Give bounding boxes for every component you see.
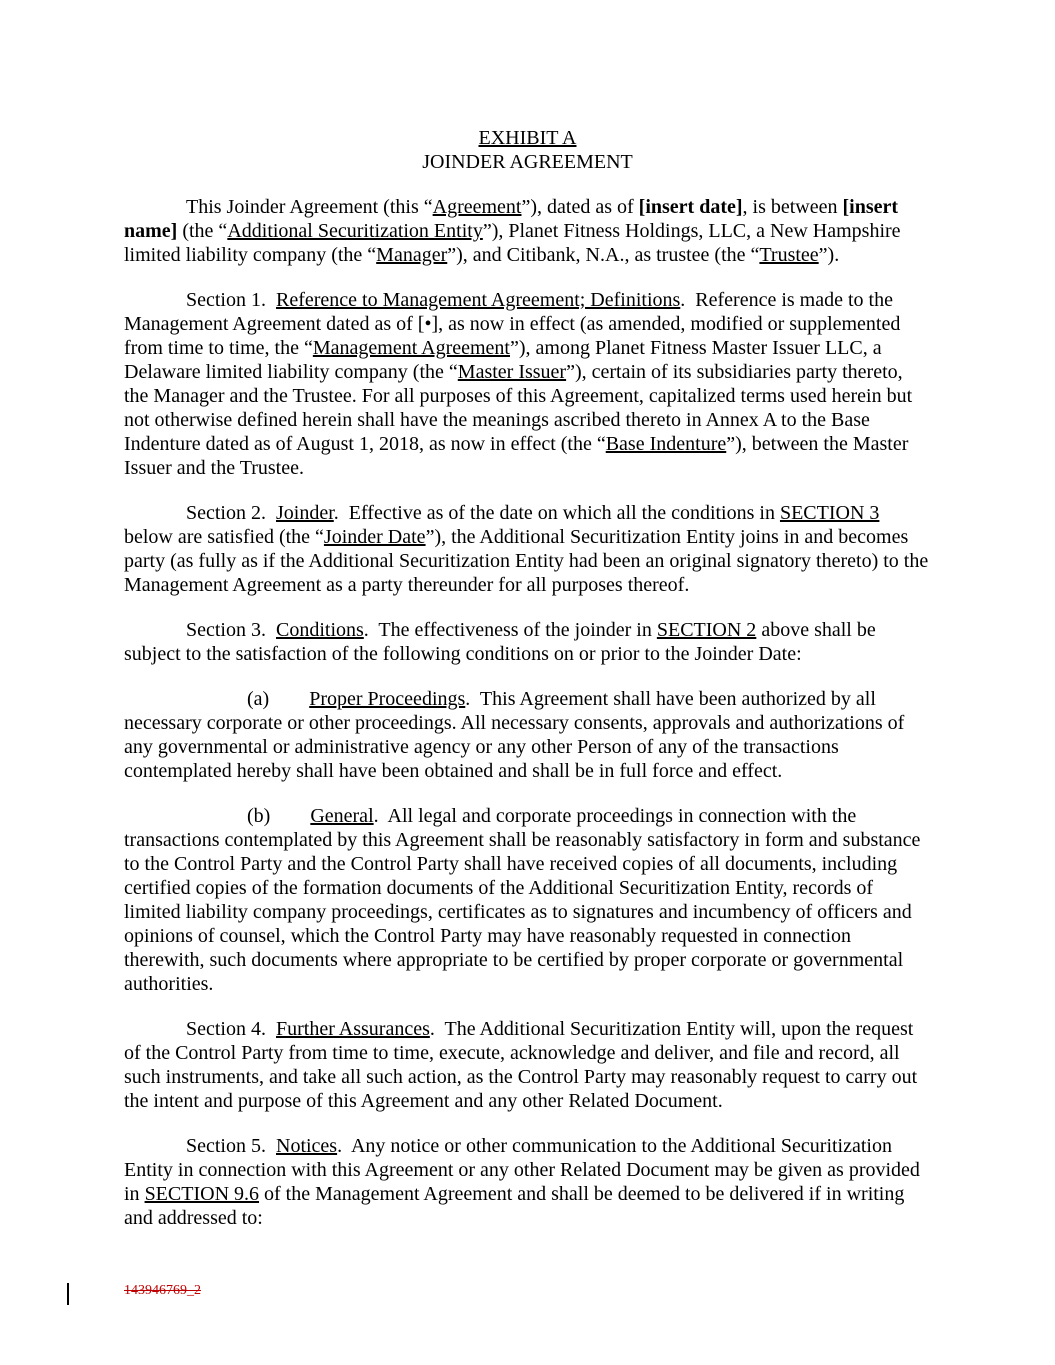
section-3: [124, 618, 931, 666]
underlined-term: Further Assurances: [276, 1018, 430, 1040]
underlined-term: SECTION 2: [656, 619, 757, 641]
text-run: ”).: [818, 244, 840, 266]
text-run: . Effective as of the date on which all the conditions in: [333, 502, 780, 524]
section-3-subsection-a: [124, 687, 931, 783]
underlined-term: Base Indenture: [605, 433, 727, 455]
underlined-term: Joinder Date: [323, 526, 426, 548]
section-2: [124, 501, 934, 597]
underlined-term: Reference to Management Agreement; Definitions: [276, 289, 681, 311]
text-run: ”), dated as of: [521, 196, 639, 218]
text-run: Section 4.: [186, 1018, 276, 1040]
change-bar: [67, 1283, 69, 1305]
text-run: . Any notice or other communication to the Additional Securitization Entity in connection with this Agreement or any other Related Document may be given as provided in: [124, 1135, 925, 1205]
text-run: ”), between the Master Issuer and the Trustee.: [124, 433, 914, 479]
text-run: below are satisfied (the “: [124, 502, 885, 548]
placeholder-text: [insert date]: [638, 196, 743, 218]
text-run: , is between: [742, 196, 843, 218]
underlined-term: Agreement: [432, 196, 522, 218]
text-run: Section 5.: [186, 1135, 276, 1157]
text-run: . The effectiveness of the joinder in: [363, 619, 657, 641]
text-run: . All legal and corporate proceedings in connection with the transactions contemplated by this Agreement shall be reasonably satisfactory in form and substance to the Control Party and the Control Party shall have received copies of all documents, including certified copies of the formation documents of the Additional Securitization Entity, records of limited liability company proceedings, certificates as to signatures and incumbency of officers and opinions of counsel, which the Control Party may have reasonably requested in connection therewith, such documents where appropriate to be certified by proper corporate or governmental authorities.: [124, 805, 926, 995]
underlined-term: Conditions: [276, 619, 364, 641]
text-run: ”), certain of its subsidiaries party thereto, the Manager and the Trustee. For all purposes of this Agreement, capitalized terms used herein but not otherwise defined herein shall have the meanings ascribed thereto in Annex A to the Base Indenture dated as of August 1, 2018, as now in effect (the “: [124, 361, 918, 455]
document-number: 143946769_2: [124, 1283, 201, 1298]
section-5: [124, 1134, 931, 1230]
document-title: [124, 126, 931, 174]
text-run: . This Agreement shall have been authorized by all necessary corporate or other proceedings. All necessary consents, approvals and authorizations of any governmental or administrative agency or any other Person of any of the transactions contemplated hereby shall have been obtained and shall be in full force and effect.: [124, 688, 910, 782]
section-4: [124, 1017, 931, 1113]
section-3-subsection-b: [124, 804, 931, 996]
text-run: . Reference is made to the Management Agreement dated as of [•], as now in effect (as amended, modified or supplemented from time to time, the “: [124, 289, 906, 359]
underlined-term: SECTION 9.6: [144, 1183, 260, 1205]
section-1: [124, 288, 931, 480]
underlined-term: Trustee: [759, 244, 819, 266]
text-run: ”), Planet Fitness Holdings, LLC, a New Hampshire limited liability company (the “: [124, 220, 906, 266]
underlined-term: Management Agreement: [312, 337, 510, 359]
underlined-term: Proper Proceedings: [309, 688, 466, 710]
underlined-term: Notices: [276, 1135, 338, 1157]
document-body: [124, 195, 934, 1230]
text-run: Section 1.: [186, 289, 276, 311]
underlined-term: Master Issuer: [457, 361, 567, 383]
document-content: [124, 126, 934, 1251]
text-run: above shall be subject to the satisfaction of the following conditions on or prior to the Joinder Date:: [124, 619, 881, 665]
opening-paragraph: [124, 195, 931, 267]
underlined-term: Additional Securitization Entity: [227, 220, 483, 242]
text-run: Section 2.: [186, 502, 276, 524]
text-run: (a): [247, 688, 270, 710]
text-run: of the Management Agreement and shall be deemed to be delivered if in writing and addressed to:: [124, 1183, 910, 1229]
text-run: . The Additional Securitization Entity will, upon the request of the Control Party from time to time, execute, acknowledge and deliver, and file and record, all such instruments, and take all such action, as the Control Party may reasonably request to carry out the intent and purpose of this Agreement and any other Related Document.: [124, 1018, 923, 1112]
text-run: ”), and Citibank, N.A., as trustee (the “: [447, 244, 760, 266]
underlined-term: Manager: [376, 244, 448, 266]
text-run: (the “: [177, 220, 228, 242]
underlined-term: Joinder: [276, 502, 334, 524]
text-run: (b): [247, 805, 271, 827]
exhibit-label: EXHIBIT A: [478, 127, 577, 149]
text-run: Section 3.: [186, 619, 276, 641]
text-run: ”), the Additional Securitization Entity joins in and becomes party (as fully as if the Additional Securitization Entity had been an original signatory thereto) to the Management Agreement as a party thereunder for all purposes thereof.: [124, 526, 934, 596]
text-run: This Joinder Agreement (this “: [186, 196, 433, 218]
placeholder-text: [insert name]: [124, 196, 904, 242]
underlined-term: SECTION 3: [779, 502, 880, 524]
underlined-term: General: [310, 805, 374, 827]
text-run: ”), among Planet Fitness Master Issuer LLC, a Delaware limited liability company (the “: [124, 337, 887, 383]
agreement-title: JOINDER AGREEMENT: [422, 151, 633, 173]
